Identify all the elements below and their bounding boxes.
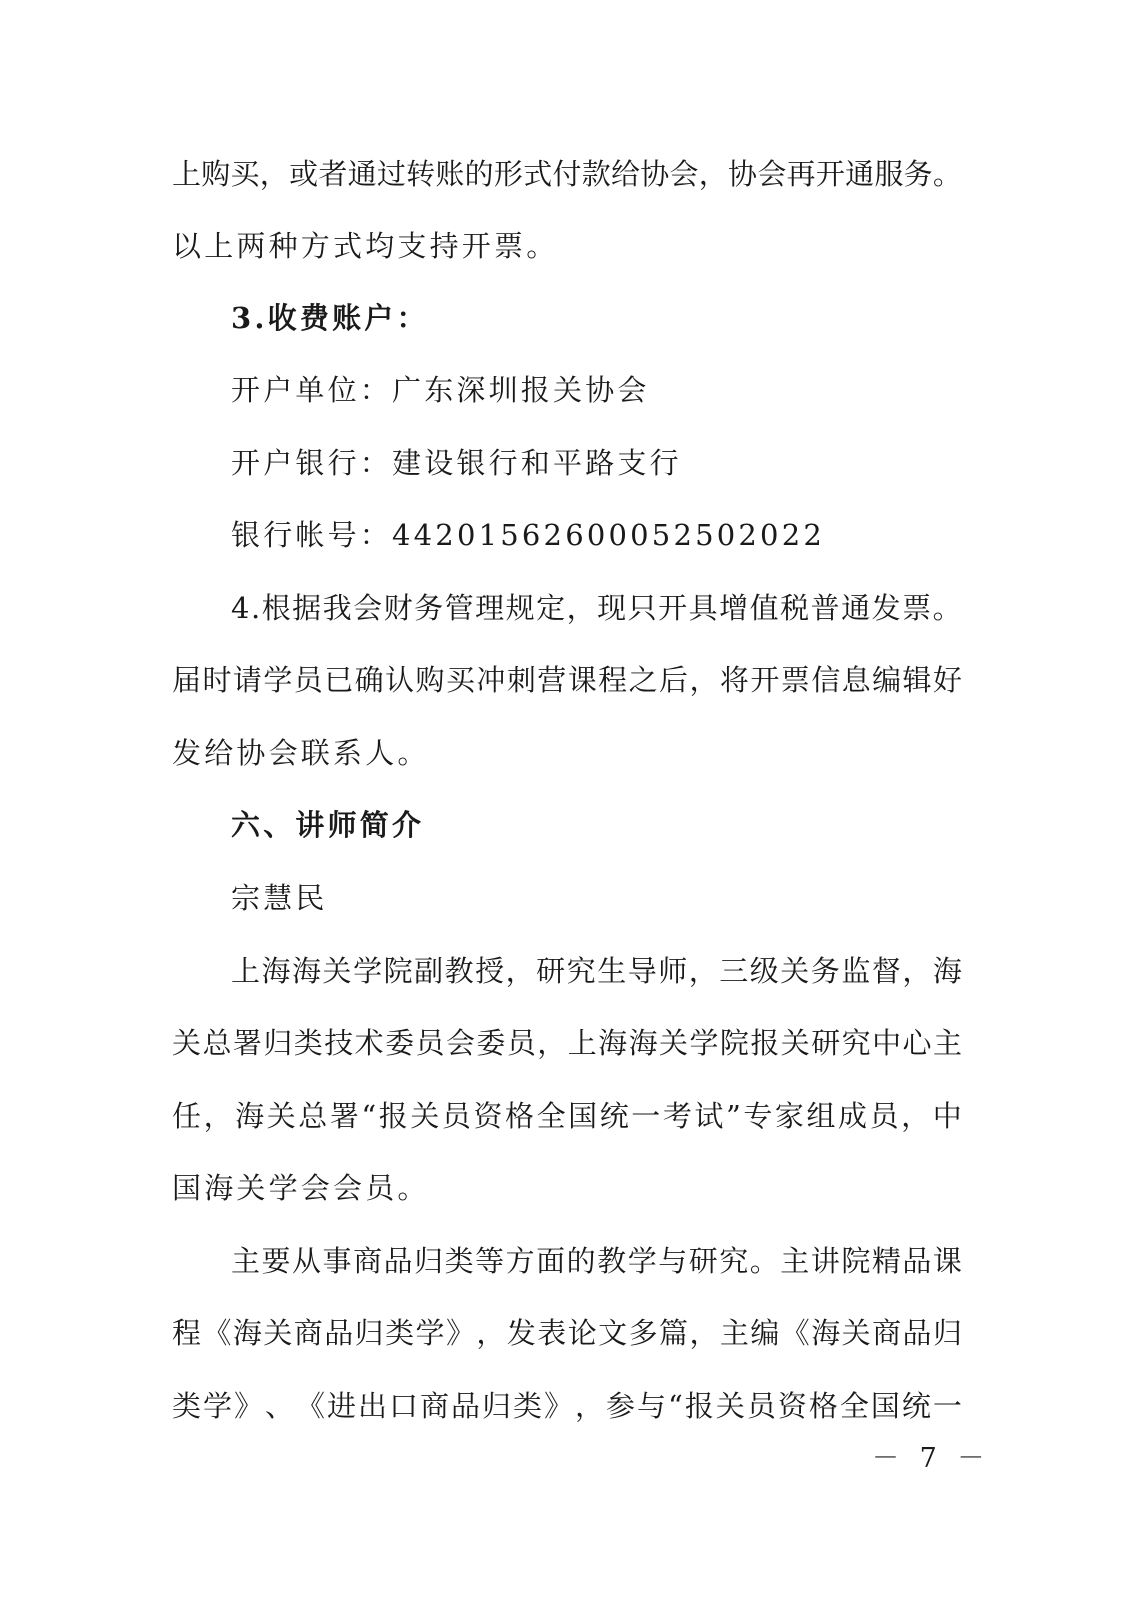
lecturer-name: 宗慧民 (231, 881, 328, 915)
paragraph-line: 主 要 从 事 商 品 归 类 等 方 面 的 教 学 与 研 究 。 主 讲 院 精 品 课 (231, 1244, 962, 1278)
paragraph-line: 届 时 请 学 员 已 确 认 购 买 冲 刺 营 课 程 之 后 ， 将 开 票 信 息 编 辑 好 (172, 663, 962, 697)
paragraph-line: 上 海 海 关 学 院 副 教 授 ， 研 究 生 导 师 ， 三 级 关 务 监 督 ， 海 (231, 954, 962, 988)
account-holder-line: 开户单位：广东深圳报关协会 (231, 373, 650, 407)
section-heading: 3.收费账户： (231, 301, 429, 335)
bank-name-line: 开户银行：建设银行和平路支行 (231, 446, 682, 480)
paragraph-line: 国海关学会会员。 (172, 1171, 430, 1205)
section-heading: 六、讲师简介 (231, 808, 425, 842)
paragraph-line: 关 总 署 归 类 技 术 委 员 会 委 员 ， 上 海 海 关 学 院 报 关 研 究 中 心 主 (172, 1026, 962, 1060)
paragraph-line: 程 《 海 关 商 品 归 类 学 》 ， 发 表 论 文 多 篇 ， 主 编 《 海 关 商 品 归 (172, 1316, 962, 1350)
paragraph-line: 上 购 买 ， 或 者 通 过 转 账 的 形 式 付 款 给 协 会 ， 协 会 再 开 通 服 务 。 (172, 157, 962, 191)
paragraph-line: 任 ， 海 关 总 署 “ 报 关 员 资 格 全 国 统 一 考 试 ” 专 家 组 成 员 ， 中 (172, 1099, 962, 1133)
bank-account-line: 银行帐号：44201562600052502022 (231, 518, 826, 552)
paragraph-line: 发给协会联系人。 (172, 736, 430, 770)
page-number: － 7 － (872, 1443, 991, 1474)
paragraph-line: 4 . 根 据 我 会 财 务 管 理 规 定 ， 现 只 开 具 增 值 税 普 通 发 票 。 (231, 591, 962, 625)
paragraph-line: 类 学 》 、 《 进 出 口 商 品 归 类 》 ， 参 与 “ 报 关 员 资 格 全 国 统 一 (172, 1389, 962, 1423)
paragraph-line: 以上两种方式均支持开票。 (172, 229, 559, 263)
